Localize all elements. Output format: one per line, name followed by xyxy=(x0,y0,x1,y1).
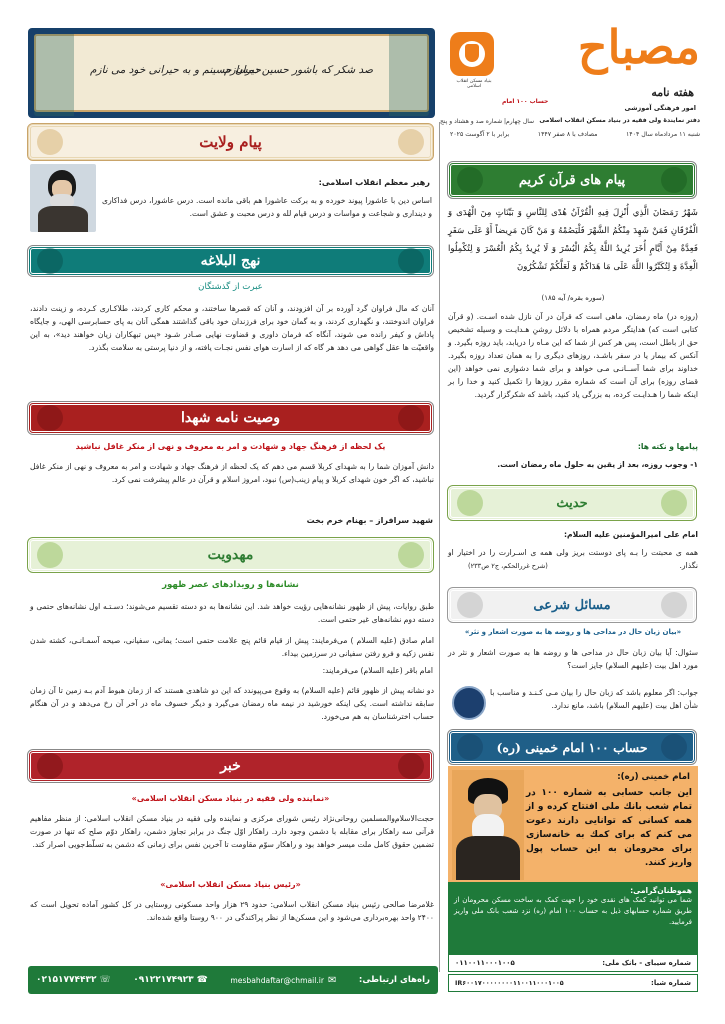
sheba-row xyxy=(448,974,698,992)
quran-point-1: ۱- وجوب روزه، بعد از یقین به حلول ماه رمضان است. xyxy=(497,460,698,469)
weekly-label: هفته نامه xyxy=(651,86,694,99)
phone-2-text: ۰۲۱۵۱۷۷۴۴۳۲ xyxy=(36,975,97,985)
subtitle-culture: امور فرهنگی آموزشی xyxy=(624,104,696,112)
news-heading-1: «نماینده ولی فقیه در بنیاد مسکن انقلاب اسلامی» xyxy=(131,794,330,803)
sepa-value: ۰۱۱۰۰۱۱۰۰۰۱۰۰۵ xyxy=(455,959,515,967)
quran-banner xyxy=(448,162,696,198)
poem-ornament-left xyxy=(34,34,74,116)
news-p1: حجت‌الاسلام‌والمسلمین روحانی‌نژاد رئیس شورای مرکزی و نماینده ولی فقیه در بنیاد مسکن انقلاب اسلامی: از منظر مفاهیم قرآنی سه راهکار برای مقابله با دشمن وجود دارد. راهکار اوّل جنگ در برابر تجاوز دشمن، راهکار دوّم صلح که تنها در صورت تضمین حقوق کامل ملت میسر خواهد بود و راهکار سوّم مقاومت تا آخرین نفس برای زمانی که دشمن به تسلّط‌جویی اصرار کند. xyxy=(30,814,434,849)
date-line xyxy=(450,131,700,138)
sheba-value: IR۶۰۰۱۷۰۰۰۰۰۰۰۰۱۱۰۰۱۱۰۰۰۱۰۰۵ xyxy=(455,979,564,987)
sepa-label: شماره سیبای - بانک ملی: xyxy=(602,959,691,967)
martyr-title: وصیت نامه شهدا xyxy=(181,410,280,426)
logo-emblem xyxy=(450,32,494,76)
mahdaviat-subtitle: نشانه‌ها و رویدادهای عصر ظهور xyxy=(162,580,299,590)
stamp-logo xyxy=(452,686,486,720)
nahj-body: آنان که مال فراوان گرد آورده بر آن افزودند، و آنان که قصرها ساختند، و محکم کاری کردند، طلاکـاری کـرده، و زینت دادند، فراوان اندوختند، و نگهداری کردند، و به گمان خود برای فرزندان خود باقی گذاشتند همگی آنان به پای حسابرسی الهی، و جایگاه پاداش و کیفر رانده می شوند، آنگاه که فرمان داوری و قضاوت نهایی صـادر شـود «پس تبهکاران زیان خواهند دید»، به این واقعیّت ها عقل گواهی می دهد هر گاه که از اسارت هوای نفس نجـات یافته، و از دنیا پرستی به سلامت بگذرد. xyxy=(30,304,434,352)
masael-subtitle: «بیان زبان حال در مداحی ها و روضه ها به صورت اشعار و نثر» xyxy=(464,628,682,636)
news-title: خبر xyxy=(220,758,241,774)
appeal-body: شما می توانید کمک های نقدی خود را جهت کمک به ساخت مسکن محرومان از طریق شماره حسابهای ذیل به حساب ۱۰۰ امام (ره) نزد شعب بانک ملی واریز فرمایید. xyxy=(454,896,692,926)
phone-icon: ☏ xyxy=(99,975,111,985)
wilayat-lead: رهبر معظم انقلاب اسلامی: xyxy=(318,177,430,187)
subtitle-office: دفتر نمایندهٔ ولی فقیه در بنیاد مسکن انقلاب اسلامی xyxy=(539,117,700,124)
contact-label: راه‌های ارتباطی: xyxy=(358,975,430,985)
hadith-body: همه ی محبتت را بـه پای دوستت بریز ولی همه ی اسـرارت را در اختیار او نگذار. xyxy=(448,548,698,570)
logo-word: مصباح xyxy=(577,20,700,74)
news-banner xyxy=(28,750,433,782)
masael-banner xyxy=(448,588,696,622)
wilayat-title: پیام ولایت xyxy=(199,133,262,151)
martyr-banner xyxy=(28,402,433,434)
martyr-signature: شهید سرافراز – بهنام خرم بخت xyxy=(306,516,433,525)
hadith-banner xyxy=(448,486,696,520)
mahdaviat-p2: امام صادق (علیه السلام ) می‌فرمایند: پیش از قیام قائم پنج علامت حتمی است؛ یمانی، سفیانی، صیحه آسمـانـی، کشته شدن نفس زکیه و فرو رفتن سفیانی در سرزمین بیداء. xyxy=(30,636,434,658)
imam-photo xyxy=(452,770,524,880)
quran-title: پیام های قرآن کریم xyxy=(518,172,626,188)
quran-verse: شَهْرُ رَمَضَانَ الَّذِي أُنْزِلَ فِيهِ الْقُرْآنُ هُدًى لِلنَّاسِ وَ بَيِّنَاتٍ مِنَ الْهُدَى وَ الْفُرْقَانِ فَمَنْ شَهِدَ مِنْكُمُ الشَّهْرَ فَلْيَصُمْهُ وَ مَنْ كَانَ مَرِيضاً أَوْ عَلَى سَفَرٍ فَعِدَّةٌ مِنْ أَيَّامٍ أُخَرَ يُرِيدُ اللَّهُ بِكُمُ الْيُسْرَ وَ لَا يُرِيدُ بِكُمُ الْعُسْرَ وَ لِتُكْمِلُوا الْعِدَّةَ وَ لِتُكَبِّرُوا اللَّهَ عَلَى مَا هَدَاكُمْ وَ لَعَلَّكُمْ تَشْكُرُونَ xyxy=(448,208,698,272)
date-fa: شنبه ۱۱ مردادماه سال ۱۴۰۴ xyxy=(625,131,700,138)
date-gregorian: برابر با ۲ آگوست ۲۰۲۵ xyxy=(450,131,510,138)
quran-translation: (روزه در) ماه رمضان، ماهی است که قرآن در آن نازل شده اسـت. (و قرآن کتابی است که) هدایتگر مردم همراه با دلائل روشنِ هـدایـت و وسیله تشخیص حق از باطل است، پس هر کس از شما که این مـاه را دریابد، باید روزه بگیرد. و آنکس که بیمار یا در سفر باشـد، روزهای دیگری را به همان تعداد روزه بگیرد. خداوند برای شما آســانـی مـی خواهد و برای شما دشواری نمی خواهد (این قضای روزه) برای آن است که شماره مقرر روزها را تکمیل کنید و خدا را بر اینکه شما را هـدایـت کرده، به بزرگی یاد کنید، باشد که شکرگزار گردید. xyxy=(448,312,698,399)
masael-answer: جواب: اگر معلوم باشد که زبان حال را بیان مـی کـنـد و مناسب با شأن اهل بیت (علیهم السلام) باشد، مانع ندارد. xyxy=(490,688,698,710)
mahdaviat-p1: طبق روایات، پیش از ظهور نشانه‌هایی رؤیت خواهد شد. این نشانه‌ها به دو دسته تقسیم می‌شوند؛ دسـتـه اول نشانه‌های حتمی و دسته دوم نشانه‌های غیر حتمی است. xyxy=(30,602,434,624)
email-icon: ✉ xyxy=(327,974,337,986)
wilayat-banner xyxy=(28,124,433,160)
quran-ref: (سوره بقره/ آیه ۱۸۵) xyxy=(541,294,605,302)
phone-1-text: ۰۹۱۲۲۱۷۴۹۲۳ xyxy=(133,975,194,985)
mahdaviat-p4: دو نشانه پیش از ظهور قائم (علیه السلام) به وقوع می‌پیوندد که این دو شاهدی هستند که از زمان هبوط آدم بـه زمین تا آن زمان سابقه نداشته است. یکی اینکه خورشید در نیمه ماه رمضان می‌گیرد و دیگر خسوف ماه در آخر آن رخ می‌دهد و در آن هنگام حساب اخترشناسان به هم می‌خورد. xyxy=(30,686,434,721)
hadith-lead: امام علی امیرالمؤمنین علیه السلام: xyxy=(564,530,698,539)
logo-org-line: بنیاد مسکن انقلاب اسلامی xyxy=(456,79,492,89)
imam-quote: این جانب حسابی به شماره ۱۰۰ در تمام شعب بانك ملی افتتاح كرده و از همه كسانی كه توانایی دارند دعوت می كنم كه برای كمك به خانه‌سازی برای محرومان به این حساب پول واریز كنند. xyxy=(526,788,693,868)
poem-ornament-right xyxy=(389,34,429,116)
issue-info: سال چهارم| شماره صد و هشتاد و پنج xyxy=(440,118,535,125)
nahj-title: نهج البلاغه xyxy=(200,253,261,269)
email-text: mesbahdaftar@chmail.ir xyxy=(230,975,324,985)
poem-verse-left: حیران حسینم و به حیرانی خود می نازم xyxy=(90,64,261,76)
imam-account-banner xyxy=(448,730,696,764)
logo-account-tag: حساب ۱۰۰ امام xyxy=(502,98,549,105)
mahdaviat-banner xyxy=(28,538,433,572)
appeal-lead: هموطنان‌گرامی: xyxy=(630,886,692,895)
contact-phone-2[interactable] xyxy=(36,975,111,985)
quran-points-title: پیامها و نکته ها: xyxy=(637,442,698,451)
contact-phone-1[interactable] xyxy=(133,975,208,985)
hadith-title: حدیث xyxy=(556,495,588,511)
imam-quote-lead: امام خمینی (ره): xyxy=(617,772,690,782)
poem-verse-right: صد شکر که باشور حسین دمسازم xyxy=(223,64,373,76)
news-p2: غلامرضا صالحی رئیس بنیاد مسکن انقلاب اسلامی: حدود ۲۹ هزار واحد مسکونی روستایی در کل کشور آماده تحویل است که ۲۴۰۰ واحد بهره‌برداری می‌شود و این مسکن‌ها از نظر پراکندگی در ۹۰۰ روستا واقع شده‌اند. xyxy=(30,900,434,922)
contact-email[interactable] xyxy=(230,975,336,986)
date-hijri: مصادف با ۸ صفر ۱۴۴۷ xyxy=(537,131,598,138)
martyr-subtitle: یک لحظه از فرهنگ جهاد و شهادت و امر به معروف و نهی از منکر غافل نباشید xyxy=(75,442,386,451)
imam-account-title: حساب ۱۰۰ امام خمینی (ره) xyxy=(496,739,648,755)
martyr-body: دانش آموزان شما را به شهدای کربلا قسم می دهم که یک لحظه از فرهنگ جهاد و شهادت و امر به معروف و نهی از منکر غافل نباشید، که اگر خون شهدای کربلا و پیام زینب(س) نبود، امروز اسلام و قرآن در عالم پیشرفت نمی کرد. xyxy=(30,462,434,484)
masael-title: مسائل شرعی xyxy=(533,597,611,613)
footer-bar xyxy=(28,966,438,994)
sheba-label: شماره شبا: xyxy=(651,979,691,987)
column-divider xyxy=(439,122,440,972)
sepa-row xyxy=(448,954,698,972)
wilayat-body: اساس دین با عاشورا پیوند خورده و به برکت عاشورا هم باقی مانده است. درس عاشورا، درس فداکاری و دینداری و شجاعت و مواسات و درس قیام لله و درس محبت و عشق است. xyxy=(102,196,432,218)
nahj-banner xyxy=(28,246,433,276)
nahj-subtitle: عبرت از گذشتگان xyxy=(198,282,263,292)
mahdaviat-title: مهدویت xyxy=(207,547,254,563)
news-heading-2: «رئیس بنیاد مسکن انقلاب اسلامی» xyxy=(160,880,301,889)
hadith-ref: (شرح غررالحکم، ج۲ ص۲۳۳) xyxy=(468,562,548,570)
poem-banner xyxy=(28,28,435,118)
masael-question: سئوال: آیا بیان زبان حال در مداحی ها و روضه ها به صورت اشعار و نثر در مورد اهل بیت (علیهم السلام) جایز است؟ xyxy=(448,648,698,670)
leader-photo xyxy=(30,164,96,232)
mobile-icon: ☎ xyxy=(196,975,208,985)
mahdaviat-p3: امام باقر (علیه السلام) می‌فرمایند: xyxy=(322,666,433,675)
